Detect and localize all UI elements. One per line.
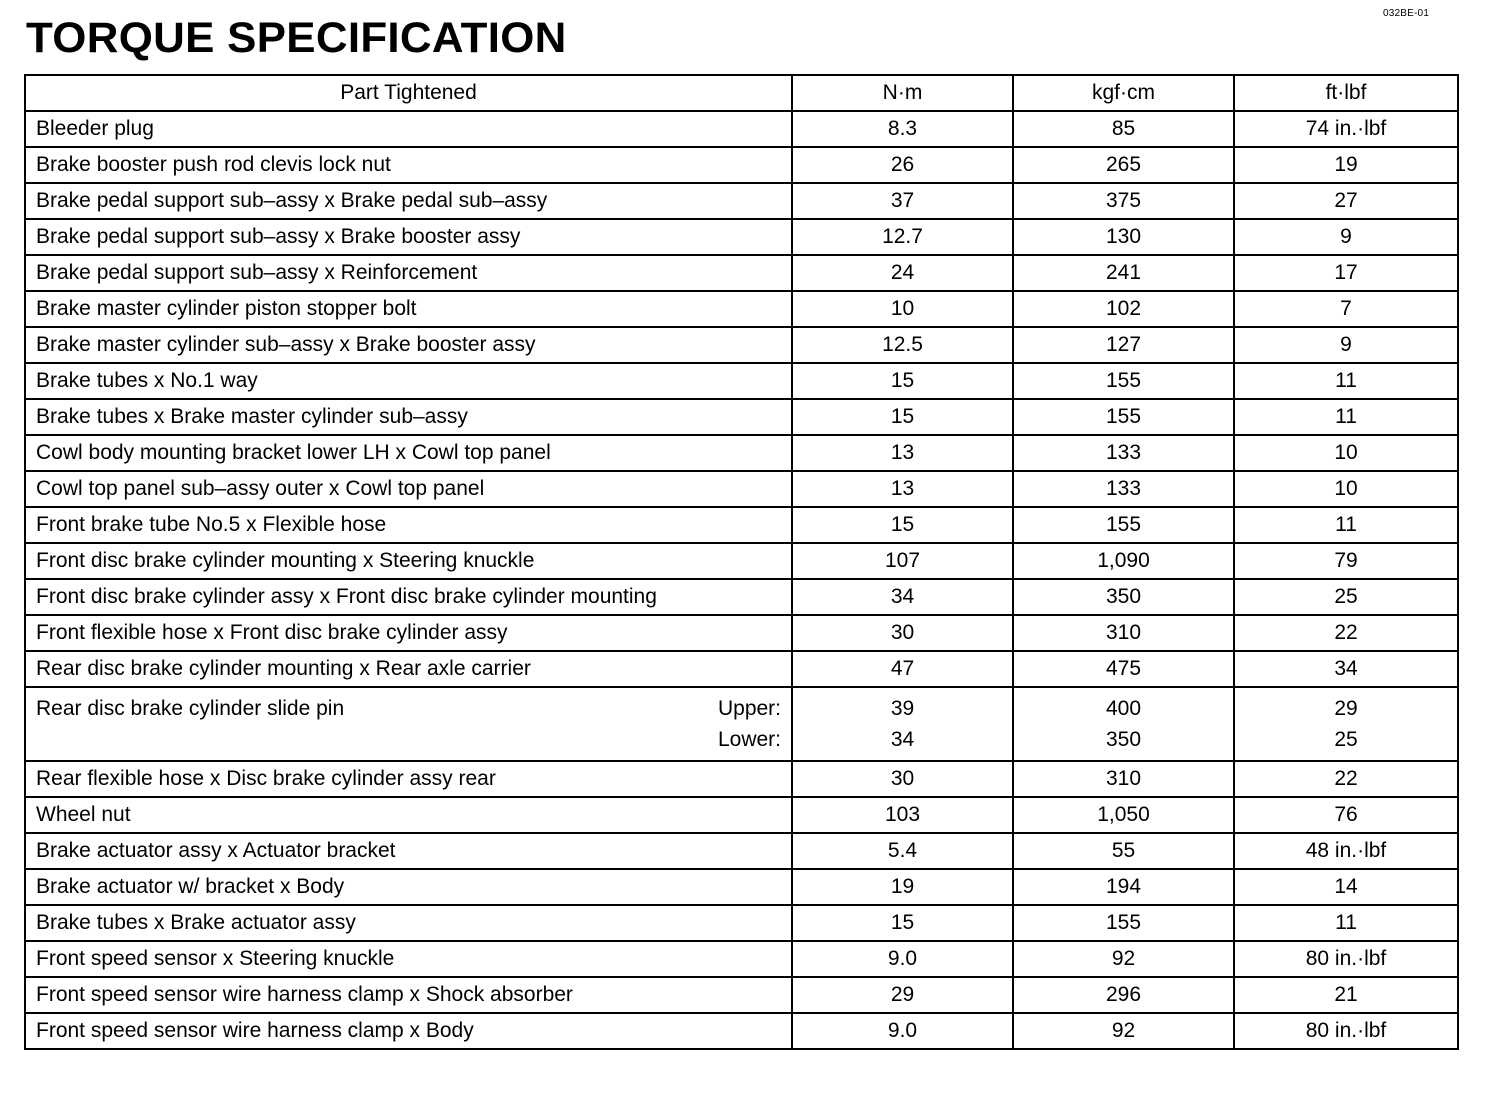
cell-ft-lbf: 9 [1234,219,1458,255]
cell-kgf-cm: 194 [1013,869,1234,905]
cell-ft-lbf: 79 [1234,543,1458,579]
cell-kgf-cm: 127 [1013,327,1234,363]
page-title: TORQUE SPECIFICATION [26,14,567,62]
lower-label: Lower: [717,728,781,751]
cell-ft-lbf: 11 [1234,905,1458,941]
cell-nm: 37 [792,183,1013,219]
upper-nm: 39 [890,697,915,720]
cell-nm: 24 [792,255,1013,291]
cell-kgf-cm: 296 [1013,977,1234,1013]
cell-nm: 9.0 [792,1013,1013,1049]
cell-nm: 13 [792,471,1013,507]
cell-part: Bleeder plug [25,111,792,147]
cell-part: Front disc brake cylinder assy x Front disc brake cylinder mounting [25,579,792,615]
cell-nm: 29 [792,977,1013,1013]
cell-kgf-cm: 133 [1013,435,1234,471]
cell-nm: 30 [792,761,1013,797]
column-header-kgf-cm: kgf·cm [1013,75,1234,111]
cell-ft-lbf: 7 [1234,291,1458,327]
cell-ft-lbf: 11 [1234,363,1458,399]
document-code: 032BE-01 [1383,8,1430,19]
cell-kgf-cm: 241 [1013,255,1234,291]
cell-part: Brake actuator assy x Actuator bracket [25,833,792,869]
table-row [25,435,1458,471]
table-row [25,507,1458,543]
cell-part: Brake pedal support sub–assy x Brake booster assy [25,219,792,255]
cell-kgf-cm: 475 [1013,651,1234,687]
cell-ft-lbf: 10 [1234,471,1458,507]
cell-kgf-cm: 92 [1013,1013,1234,1049]
cell-nm: 8.3 [792,111,1013,147]
lower-nm: 34 [890,728,915,751]
cell-ft-lbf: 22 [1234,761,1458,797]
cell-part: Front speed sensor wire harness clamp x Shock absorber [25,977,792,1013]
table-row [25,869,1458,905]
table-row [25,905,1458,941]
cell-kgf-cm: 350 [1013,579,1234,615]
cell-nm: 15 [792,363,1013,399]
table-row [25,471,1458,507]
cell-kgf-cm: 55 [1013,833,1234,869]
table-row [25,761,1458,797]
cell-kgf-cm: 1,050 [1013,797,1234,833]
table-row [25,147,1458,183]
cell-kgf-cm: 310 [1013,615,1234,651]
cell-ft-lbf: 17 [1234,255,1458,291]
cell-ft-lbf: 48 in.·lbf [1234,833,1458,869]
cell-part: Brake actuator w/ bracket x Body [25,869,792,905]
cell-ft-lbf: 14 [1234,869,1458,905]
cell-part: Brake pedal support sub–assy x Brake pedal sub–assy [25,183,792,219]
cell-kgf-cm: 155 [1013,507,1234,543]
lower-ft-lbf: 25 [1334,728,1358,751]
cell-nm: 15 [792,905,1013,941]
cell-part: Brake tubes x No.1 way [25,363,792,399]
cell-ft-lbf: 76 [1234,797,1458,833]
cell-nm: 103 [792,797,1013,833]
cell-part: Brake master cylinder sub–assy x Brake booster assy [25,327,792,363]
cell-part: Front disc brake cylinder mounting x Steering knuckle [25,543,792,579]
table-row [25,327,1458,363]
cell-part: Cowl body mounting bracket lower LH x Cowl top panel [25,435,792,471]
cell-nm: 15 [792,507,1013,543]
cell-nm: 47 [792,651,1013,687]
cell-ft-lbf [1234,687,1458,761]
cell-part: Brake tubes x Brake actuator assy [25,905,792,941]
table-row [25,255,1458,291]
cell-nm: 30 [792,615,1013,651]
cell-part: Rear disc brake cylinder mounting x Rear axle carrier [25,651,792,687]
cell-part: Front speed sensor x Steering knuckle [25,941,792,977]
table-body [25,111,1458,1049]
cell-part: Wheel nut [25,797,792,833]
table-row [25,833,1458,869]
cell-kgf-cm: 1,090 [1013,543,1234,579]
cell-part: Brake pedal support sub–assy x Reinforcement [25,255,792,291]
table-row [25,651,1458,687]
cell-kgf-cm: 102 [1013,291,1234,327]
cell-nm: 12.5 [792,327,1013,363]
cell-kgf-cm: 130 [1013,219,1234,255]
lower-kgf-cm: 350 [1105,728,1142,751]
cell-nm: 19 [792,869,1013,905]
cell-nm [792,687,1013,761]
cell-nm: 15 [792,399,1013,435]
cell-part: Brake master cylinder piston stopper bolt [25,291,792,327]
cell-ft-lbf: 34 [1234,651,1458,687]
table-row [25,291,1458,327]
cell-ft-lbf: 19 [1234,147,1458,183]
table-row [25,1013,1458,1049]
cell-ft-lbf: 21 [1234,977,1458,1013]
column-header-part: Part Tightened [25,75,792,111]
table-row [25,111,1458,147]
cell-kgf-cm: 155 [1013,363,1234,399]
column-header-nm: N·m [792,75,1013,111]
table-row [25,363,1458,399]
cell-ft-lbf: 11 [1234,507,1458,543]
cell-nm: 9.0 [792,941,1013,977]
cell-nm: 12.7 [792,219,1013,255]
cell-kgf-cm: 85 [1013,111,1234,147]
cell-kgf-cm: 375 [1013,183,1234,219]
cell-kgf-cm: 265 [1013,147,1234,183]
cell-ft-lbf: 10 [1234,435,1458,471]
table-row [25,219,1458,255]
cell-part: Brake tubes x Brake master cylinder sub–assy [25,399,792,435]
cell-part: Front speed sensor wire harness clamp x Body [25,1013,792,1049]
upper-kgf-cm: 400 [1105,697,1142,720]
cell-kgf-cm: 155 [1013,905,1234,941]
table-row [25,941,1458,977]
cell-nm: 34 [792,579,1013,615]
cell-part: Brake booster push rod clevis lock nut [25,147,792,183]
cell-ft-lbf: 9 [1234,327,1458,363]
upper-label: Upper: [717,697,781,720]
cell-ft-lbf: 80 in.·lbf [1234,941,1458,977]
cell-ft-lbf: 74 in.·lbf [1234,111,1458,147]
table-row [25,797,1458,833]
cell-kgf-cm: 92 [1013,941,1234,977]
cell-part: Cowl top panel sub–assy outer x Cowl top panel [25,471,792,507]
cell-ft-lbf: 11 [1234,399,1458,435]
table-header-row [25,75,1458,111]
cell-kgf-cm: 310 [1013,761,1234,797]
cell-part: Front brake tube No.5 x Flexible hose [25,507,792,543]
part-name: Rear disc brake cylinder slide pin [36,697,345,720]
table-row [25,183,1458,219]
cell-part: Front flexible hose x Front disc brake cylinder assy [25,615,792,651]
column-header-ft-lbf: ft·lbf [1234,75,1458,111]
cell-ft-lbf: 80 in.·lbf [1234,1013,1458,1049]
cell-nm: 13 [792,435,1013,471]
table-row [25,399,1458,435]
cell-nm: 26 [792,147,1013,183]
cell-ft-lbf: 22 [1234,615,1458,651]
cell-part [25,687,792,761]
cell-nm: 10 [792,291,1013,327]
cell-nm: 5.4 [792,833,1013,869]
torque-spec-table [24,74,1459,1050]
cell-nm: 107 [792,543,1013,579]
table-row [25,543,1458,579]
cell-ft-lbf: 27 [1234,183,1458,219]
table-row [25,615,1458,651]
table-row [25,579,1458,615]
cell-kgf-cm [1013,687,1234,761]
upper-ft-lbf: 29 [1334,697,1358,720]
table-row-slide-pin [25,687,1458,761]
cell-ft-lbf: 25 [1234,579,1458,615]
cell-part: Rear flexible hose x Disc brake cylinder assy rear [25,761,792,797]
cell-kgf-cm: 155 [1013,399,1234,435]
table-row [25,977,1458,1013]
cell-kgf-cm: 133 [1013,471,1234,507]
